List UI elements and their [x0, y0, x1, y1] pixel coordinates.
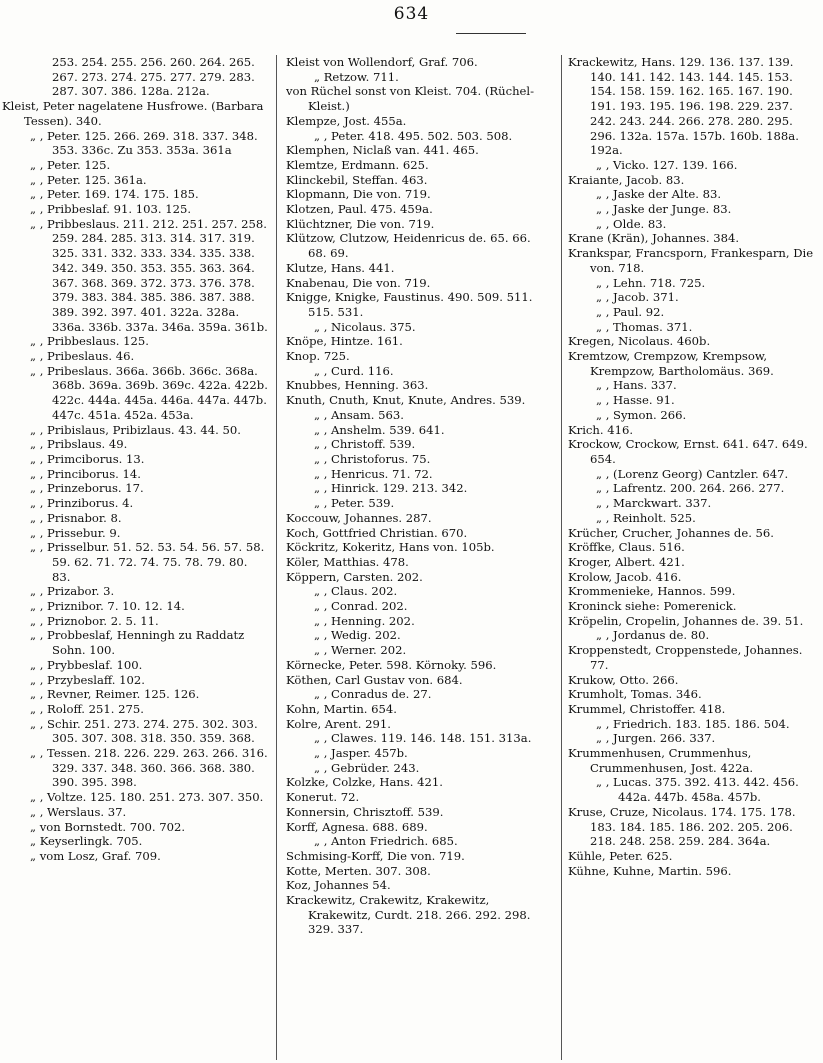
index-subentry: „ , Conrad. 202.	[314, 599, 408, 614]
index-entry: Krackewitz, Crakewitz, Krakewitz, Krakewitz, Curdt. 218. 266. 292. 298. 329. 337.	[286, 893, 531, 937]
index-subentry: „ , Reinholt. 525.	[596, 510, 696, 525]
index-subentry: „ , Henricus. 71. 72.	[314, 466, 433, 481]
index-entry: Kroppenstedt, Croppenstede, Johannes. 77.	[568, 643, 803, 672]
index-subentry: „ , Prybbeslaf. 100.	[30, 657, 143, 672]
index-entry: Klotzen, Paul. 475. 459a.	[286, 202, 433, 217]
index-subentry: „ , Lafrentz. 200. 264. 266. 277.	[596, 481, 785, 496]
index-entry: Knabenau, Die von. 719.	[286, 275, 431, 290]
index-subentry: „ , Pribslaus. 49.	[30, 437, 128, 452]
index-subentry: „ , Claus. 202.	[314, 584, 398, 599]
index-entry: Köckritz, Kokeritz, Hans von. 105b.	[286, 540, 495, 555]
index-subentry: „ , Prissebur. 9.	[30, 525, 121, 540]
index-subentry: „ , Pribbeslaf. 91. 103. 125.	[30, 202, 192, 217]
index-entry: Krücher, Crucher, Johannes de. 56.	[568, 525, 774, 540]
index-subentry: „ , Peter. 125. 266. 269. 318. 337. 348. 353. 336c. Zu 353. 353a. 361a	[30, 128, 258, 158]
index-subentry: „ , Jaske der Junge. 83.	[596, 202, 732, 217]
index-subentry: „ , Jasper. 457b.	[314, 746, 408, 761]
header-rule	[456, 33, 526, 34]
index-subentry: „ , Christoff. 539.	[314, 437, 416, 452]
index-entry: Köppern, Carsten. 202.	[286, 569, 423, 584]
index-subentry: „ , Jacob. 371.	[596, 290, 679, 305]
index-entry: Krankspar, Francsporn, Frankesparn, Die von. 718.	[568, 246, 814, 275]
index-subentry: „ , Jaske der Alte. 83.	[596, 187, 722, 202]
index-entry: Knubbes, Henning. 363.	[286, 378, 429, 393]
index-subentry: „ , Primciborus. 13.	[30, 451, 145, 466]
index-subentry: „ , Peter. 539.	[314, 496, 395, 511]
index-entry: Konerut. 72.	[286, 790, 360, 805]
index-entry: Krockow, Crockow, Ernst. 641. 647. 649. 654.	[568, 437, 808, 466]
index-entry: Köthen, Carl Gustav von. 684.	[286, 672, 463, 687]
index-entry: Kohn, Martin. 654.	[286, 701, 397, 716]
index-entry: Koch, Gottfried Christian. 670.	[286, 525, 468, 540]
index-entry: Krane (Krän), Johannes. 384.	[568, 231, 740, 246]
index-entry: Korff, Agnesa. 688. 689.	[286, 819, 428, 834]
index-subentry: „ , Peter. 125. 361a.	[30, 172, 147, 187]
index-subentry: „ , Werner. 202.	[314, 643, 407, 658]
index-subentry: „ , Anton Friedrich. 685.	[314, 834, 458, 849]
index-entry: Kolzke, Colzke, Hans. 421.	[286, 775, 443, 790]
index-subentry: „ , Pribeslaus. 366a. 366b. 366c. 368a. 368b. 369a. 369b. 369c. 422a. 422b. 422c. 444a. 445a. 446a. 447a. 447b. 447c. 451a. 452a. 453a.	[30, 363, 268, 422]
index-subentry: „ , Schir. 251. 273. 274. 275. 302. 303. 305. 307. 308. 318. 350. 359. 368.	[30, 716, 258, 746]
index-entry: Knigge, Knigke, Faustinus. 490. 509. 511. 515. 531.	[286, 290, 533, 319]
index-subentry: „ , Hasse. 91.	[596, 393, 675, 408]
index-entry: Kroger, Albert. 421.	[568, 554, 685, 569]
index-subentry: „ , Prisnabor. 8.	[30, 510, 122, 525]
index-subentry: „ , Curd. 116.	[314, 363, 394, 378]
index-subentry: „ , Lucas. 375. 392. 413. 442. 456. 442a. 447b. 458a. 457b.	[596, 775, 799, 805]
index-entry: Klopmann, Die von. 719.	[286, 187, 431, 202]
index-entry: Schmising-Korff, Die von. 719.	[286, 848, 465, 863]
index-subentry: „ , Prisselbur. 51. 52. 53. 54. 56. 57. 58. 59. 62. 71. 72. 74. 75. 78. 79. 80. 83.	[30, 540, 265, 584]
index-entry: Körnecke, Peter. 598. Körnoky. 596.	[286, 657, 497, 672]
index-subentry: „ , Clawes. 119. 146. 148. 151. 313a.	[314, 731, 532, 746]
index-entry: Knop. 725.	[286, 349, 350, 364]
index-entry: Klützow, Clutzow, Heidenricus de. 65. 66. 68. 69.	[286, 231, 531, 261]
index-subentry: „ , Priznobor. 2. 5. 11.	[30, 613, 159, 628]
index-subentry: „ , Paul. 92.	[596, 304, 665, 319]
index-subentry: „ , Hans. 337.	[596, 378, 677, 393]
index-entry: Kruse, Cruze, Nicolaus. 174. 175. 178. 183. 184. 185. 186. 202. 205. 206. 218. 248. 258. 259. 284. 364a.	[568, 804, 796, 849]
index-subentry: „ vom Losz, Graf. 709.	[30, 848, 161, 863]
index-subentry: „ , Pribeslaus. 46.	[30, 349, 135, 364]
index-subentry: „ , Voltze. 125. 180. 251. 273. 307. 350.	[30, 790, 264, 805]
index-entry: von Rüchel sonst von Kleist. 704. (Rüchel-Kleist.)	[286, 84, 535, 114]
index-subentry: „ Retzow. 711.	[314, 69, 399, 84]
index-subentry: „ , Pribbeslaus. 211. 212. 251. 257. 258. 259. 284. 285. 313. 314. 317. 319. 325. 331. 332. 333. 334. 335. 338. 342. 349. 350. 353. 355. 363. 364. 367. 368. 369. 372. 373. 376. 378. 379. 383. 384. 385. 386. 387. 388. 389. 392. 397. 401. 322a. 328a. 336a. 336b. 337a. 346a. 359a. 361b.	[30, 216, 268, 334]
index-entry: Klemphen, Niclaß van. 441. 465.	[286, 143, 479, 158]
index-subentry: „ , Vicko. 127. 139. 166.	[596, 157, 738, 172]
index-subentry: „ , Gebrüder. 243.	[314, 760, 420, 775]
index-subentry: „ , Jurgen. 266. 337.	[596, 731, 716, 746]
index-entry: Kröpelin, Cropelin, Johannes de. 39. 51.	[568, 613, 804, 628]
index-column-2	[286, 55, 552, 1060]
index-entry: Krummenhusen, Crummenhus, Crummenhusen, Jost. 422a.	[568, 746, 754, 775]
index-subentry: „ , Ansam. 563.	[314, 407, 404, 422]
index-entry: Klempze, Jost. 455a.	[286, 113, 407, 128]
index-entry: Krukow, Otto. 266.	[568, 672, 679, 687]
index-subentry: „ , Probbeslaf, Henningh zu Raddatz Sohn. 100.	[30, 628, 245, 658]
index-entry: Kröffke, Claus. 516.	[568, 540, 685, 555]
index-entry: Kotte, Merten. 307. 308.	[286, 863, 431, 878]
index-subentry: „ , Princiborus. 14.	[30, 466, 141, 481]
index-column-1	[2, 55, 268, 1060]
index-entry: Klinckebil, Steffan. 463.	[286, 172, 428, 187]
index-entry: Knöpe, Hintze. 161.	[286, 334, 403, 349]
index-entry: Kraiante, Jacob. 83.	[568, 172, 685, 187]
index-subentry: „ , Symon. 266.	[596, 407, 687, 422]
index-subentry: „ , Przybeslaff. 102.	[30, 672, 145, 687]
index-subentry: „ , Conradus de. 27.	[314, 687, 432, 702]
index-entry: Knuth, Cnuth, Knut, Knute, Andres. 539.	[286, 393, 526, 408]
index-entry-continuation: 253. 254. 255. 256. 260. 264. 265. 267. 273. 274. 275. 277. 279. 283. 287. 307. 386. 128a. 212a.	[52, 55, 255, 99]
index-entry: Konnersin, Chrisztoff. 539.	[286, 804, 444, 819]
index-entry: Krackewitz, Hans. 129. 136. 137. 139. 140. 141. 142. 143. 144. 145. 153. 154. 158. 159. 162. 165. 167. 190. 191. 193. 195. 196. 198. 229. 237. 242. 243. 244. 266. 278. 280. 295. 296. 132a. 157a. 157b. 160b. 188a. 192a.	[568, 55, 799, 158]
index-subentry: „ , Pribislaus, Pribizlaus. 43. 44. 50.	[30, 422, 241, 437]
index-subentry: „ , Priznibor. 7. 10. 12. 14.	[30, 599, 185, 614]
index-subentry: „ , (Lorenz Georg) Cantzler. 647.	[596, 466, 789, 481]
column-divider	[561, 55, 562, 1060]
index-subentry: „ , Jordanus de. 80.	[596, 628, 710, 643]
index-entry: Kleist von Wollendorf, Graf. 706.	[286, 55, 478, 69]
index-subentry: „ , Marckwart. 337.	[596, 496, 712, 511]
index-entry: Koccouw, Johannes. 287.	[286, 510, 432, 525]
index-entry: Krumholt, Tomas. 346.	[568, 687, 702, 702]
index-subentry: „ , Christoforus. 75.	[314, 451, 431, 466]
index-subentry: „ , Thomas. 371.	[596, 319, 693, 334]
index-entry: Krommenieke, Hannos. 599.	[568, 584, 736, 599]
index-subentry: „ , Anshelm. 539. 641.	[314, 422, 445, 437]
index-subentry: „ , Prizabor. 3.	[30, 584, 115, 599]
index-entry: Krolow, Jacob. 416.	[568, 569, 682, 584]
index-entry: Kleist, Peter nagelatene Husfrowe. (Barbara Tessen). 340.	[2, 99, 264, 128]
index-subentry: „ , Peter. 418. 495. 502. 503. 508.	[314, 128, 513, 143]
index-subentry: „ , Hinrick. 129. 213. 342.	[314, 481, 468, 496]
index-subentry: „ , Werslaus. 37.	[30, 804, 127, 819]
index-subentry: „ , Prinziborus. 4.	[30, 496, 134, 511]
index-subentry: „ , Pribbeslaus. 125.	[30, 334, 149, 349]
index-entry: Klemtze, Erdmann. 625.	[286, 157, 429, 172]
index-subentry: „ , Olde. 83.	[596, 216, 667, 231]
index-entry: Koz, Johannes 54.	[286, 878, 391, 893]
index-subentry: „ , Nicolaus. 375.	[314, 319, 416, 334]
index-subentry: „ , Revner, Reimer. 125. 126.	[30, 687, 200, 702]
index-subentry: „ von Bornstedt. 700. 702.	[30, 819, 186, 834]
index-subentry: „ Keyserlingk. 705.	[30, 834, 143, 849]
index-subentry: „ , Peter. 125.	[30, 157, 111, 172]
index-entry: Krummel, Christoffer. 418.	[568, 701, 726, 716]
index-subentry: „ , Lehn. 718. 725.	[596, 275, 706, 290]
index-entry: Kühne, Kuhne, Martin. 596.	[568, 863, 732, 878]
page-number: 634	[393, 4, 430, 24]
index-entry: Kühle, Peter. 625.	[568, 848, 673, 863]
index-subentry: „ , Tessen. 218. 226. 229. 263. 266. 316. 329. 337. 348. 360. 366. 368. 380. 390. 395. 398.	[30, 746, 268, 790]
index-subentry: „ , Peter. 169. 174. 175. 185.	[30, 187, 199, 202]
index-subentry: „ , Friedrich. 183. 185. 186. 504.	[596, 716, 790, 731]
index-entry: Klutze, Hans. 441.	[286, 260, 395, 275]
index-entry: Klüchtzner, Die von. 719.	[286, 216, 435, 231]
index-column-3	[568, 55, 822, 1060]
column-divider	[276, 55, 277, 1060]
index-subentry: „ , Prinzeborus. 17.	[30, 481, 144, 496]
index-entry: Kroninck siehe: Pomerenick.	[568, 599, 737, 614]
index-entry: Kolre, Arent. 291.	[286, 716, 391, 731]
index-subentry: „ , Henning. 202.	[314, 613, 415, 628]
index-subentry: „ , Wedig. 202.	[314, 628, 401, 643]
index-entry: Kregen, Nicolaus. 460b.	[568, 334, 711, 349]
index-entry: Kremtzow, Crempzow, Krempsow, Krempzow, Bartholomäus. 369.	[568, 349, 774, 378]
index-subentry: „ , Roloff. 251. 275.	[30, 701, 144, 716]
index-entry: Krich. 416.	[568, 422, 634, 437]
index-entry: Köler, Matthias. 478.	[286, 554, 409, 569]
